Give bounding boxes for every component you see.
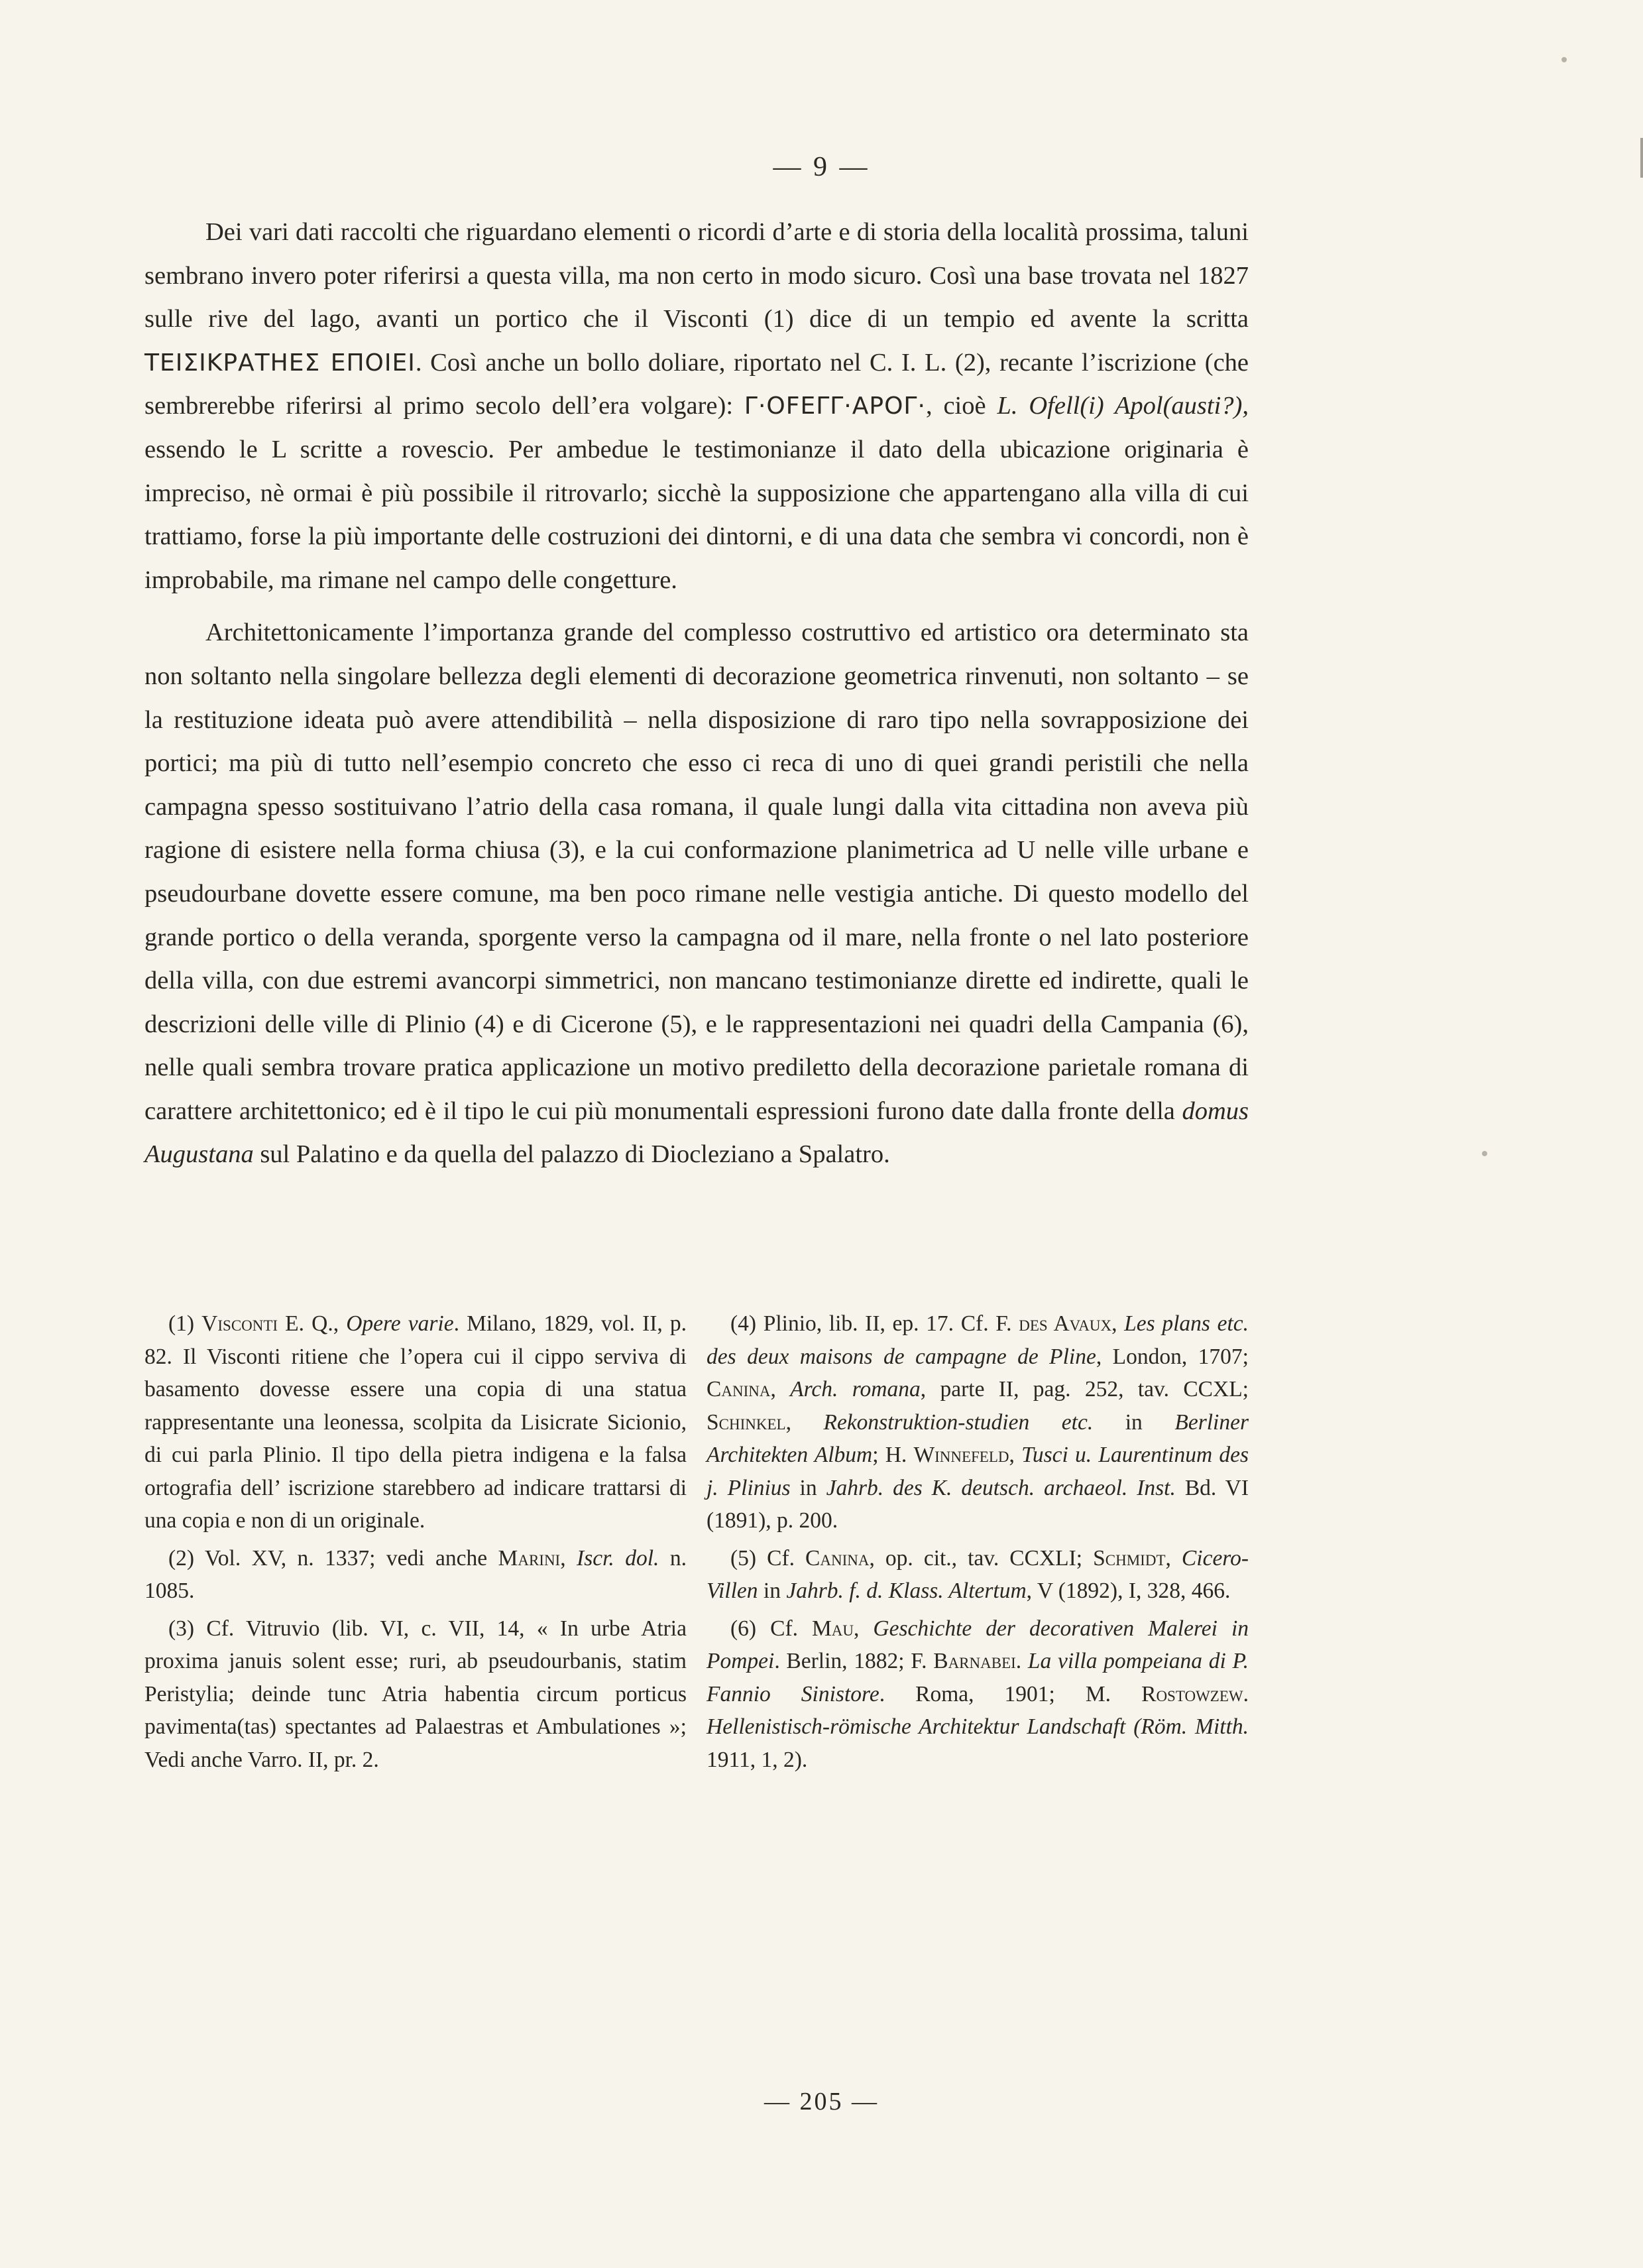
- text-run: , op. cit., tav. CCXLI;: [869, 1545, 1094, 1571]
- author-name: Schmidt: [1093, 1545, 1166, 1571]
- text-run: . Roma, 1901; M.: [879, 1681, 1142, 1706]
- text-run: , cioè: [925, 392, 997, 420]
- work-title: Cicero-Villen: [707, 1545, 1249, 1603]
- author-name: Marini: [498, 1545, 561, 1571]
- text-run: Cf.: [767, 1545, 806, 1571]
- text-run: ,: [1009, 1443, 1022, 1467]
- text-run: ; H.: [872, 1443, 914, 1467]
- greek-inscription: ΤΕΙΣΙΚΡΑΤΗΕΣ ΕΠΟΙΕΙ: [144, 349, 416, 377]
- italic-text: L. Ofell(i) Apol(austi?),: [997, 392, 1249, 420]
- text-run: in: [790, 1475, 826, 1500]
- footnote-4: [707, 1307, 1249, 1537]
- work-title: Arch. romana: [790, 1377, 921, 1402]
- author-name: Rostowzew: [1141, 1681, 1243, 1706]
- text-run: . Berlin, 1882; F.: [774, 1649, 934, 1673]
- italic-text: domus Augustana: [144, 1097, 1249, 1169]
- footnote-number: (4): [730, 1311, 764, 1336]
- footnote-5: [707, 1542, 1249, 1608]
- footnotes-left-column: [144, 1307, 687, 1781]
- author-name: Schinkel: [707, 1409, 786, 1435]
- text-run: . Milano, 1829, vol. II, p. 82. Il Visconti ritiene che l’opera cui il cippo serviva di basamento dovesse essere una copia di una statua rappresentante una leonessa, scolpita da Lisicrate Sicionio, di cui parla Plinio. Il tipo della pietra indigena e la falsa ortografia dell’ iscrizione starebbero ad indicare trattarsi di una copia e non di un originale.: [144, 1311, 687, 1533]
- footnote-3: (3) Cf. Vitruvio (lib. VI, c. VII, 14, « In urbe Atria proxima januis solent esse; ruri, ab pseudourbanis, statim Peristylia; deinde tunc Atria habentia circum porticus pavimenta(tas) spectantes ad Palaestras et Ambulationes »; Vedi anche Varro. II, pr. 2.: [144, 1616, 687, 1772]
- text-run: sul Palatino e da quella del palazzo di Diocleziano a Spalatro.: [253, 1140, 890, 1169]
- work-title: Tusci u. Laurentinum des j. Plinius: [707, 1443, 1249, 1500]
- work-title: La villa pompeiana di P. Fannio Sinistore: [707, 1649, 1249, 1706]
- paragraph-1: [144, 211, 1249, 602]
- text-run: ,: [854, 1616, 874, 1641]
- author-name: Visconti E. Q.: [201, 1311, 333, 1336]
- stamp-inscription: Γ·OFEΓΓ·APOΓ·: [744, 392, 926, 420]
- text-run: in: [1093, 1409, 1175, 1435]
- author-name: Mau: [812, 1616, 854, 1641]
- footnote-number: (1): [168, 1311, 202, 1336]
- text-run: ,: [785, 1409, 824, 1435]
- work-title: Jahrb. des K. deutsch. archaeol. Inst.: [826, 1475, 1176, 1500]
- author-name: Canina: [707, 1377, 771, 1402]
- text-run: Architettonicamente l’importanza grande del complesso costruttivo ed artistico ora determinato sta non soltanto nella singolare bellezza degli elementi di decorazione geometrica rinvenuti, non soltanto – se la restituzione ideata può avere attendibilità – nella disposizione di raro tipo nella sovrapposizione dei portici; ma più di tutto nell’esempio concreto che esso ci reca di uno di quei grandi peristili che nella campagna spesso sostituivano l’atrio della casa romana, il quale lungi dalla vita cittadina non aveva più ragione di esistere nella forma chiusa (3), e la cui conformazione planimetrica ad U nelle ville urbane e pseudourbane dovette essere comune, ma ben poco rimane nelle vestigia antiche. Di questo modello del grande portico o della veranda, sporgente verso la campagna od il mare, nella fronte o nel lato posteriore della villa, con due estremi avancorpi simmetrici, non mancano testimonianze dirette ed indirette, quali le descrizioni delle ville di Plinio (4) e di Cicerone (5), e le rappresentazioni nei quadri della Campania (6), nelle quali sembra trovare pratica applicazione un motivo prediletto della decorazione parietale romana di carattere architettonico; ed è il tipo le cui più monumentali espressioni furono date dalla fronte della: [144, 619, 1249, 1125]
- work-title: Jahrb. f. d. Klass. Altertum: [786, 1579, 1027, 1603]
- work-title: Rekonstruktion-studien etc.: [823, 1409, 1094, 1435]
- text-run: ,: [1165, 1545, 1182, 1571]
- work-title: Iscr. dol.: [577, 1545, 659, 1571]
- author-name: des Avaux: [1019, 1311, 1112, 1336]
- page-header: — 9 —: [773, 152, 870, 182]
- text-run: Plinio, lib. II, ep. 17. Cf. F.: [763, 1311, 1019, 1336]
- footnotes: [144, 1307, 1249, 1781]
- author-name: Canina: [805, 1545, 870, 1571]
- text-run: Vol. XV, n. 1337; vedi anche: [204, 1545, 498, 1571]
- text-run: ,: [1111, 1311, 1125, 1336]
- text-run: Bd. VI (1891), p. 200.: [707, 1475, 1249, 1533]
- text-run: , London, 1707;: [1096, 1344, 1249, 1369]
- author-name: Barnabei: [933, 1649, 1016, 1673]
- paper-speck: [1482, 1151, 1487, 1156]
- footnote-number: (5): [730, 1545, 767, 1571]
- text-run: ,: [770, 1377, 791, 1402]
- footnotes-right-column: [707, 1307, 1249, 1781]
- text-run: .: [1015, 1649, 1028, 1673]
- text-run: ,: [333, 1311, 347, 1336]
- work-title: Les plans etc. des deux maisons de campagne de Pline: [707, 1311, 1249, 1369]
- footnote-2: [144, 1542, 687, 1608]
- work-title: Hellenistisch-römische Architektur Landschaft (Röm. Mitth.: [707, 1714, 1249, 1739]
- paragraph-2: [144, 611, 1249, 1177]
- paper-speck: [1561, 57, 1567, 62]
- text-run: 1911, 1, 2).: [707, 1747, 808, 1772]
- text-run: .: [1243, 1681, 1249, 1706]
- text-run: ,: [560, 1545, 577, 1571]
- author-name: Winnefeld: [913, 1443, 1009, 1467]
- footnote-6: [707, 1612, 1249, 1777]
- footnote-number: (6): [730, 1616, 771, 1641]
- work-title: Geschichte der decorativen Malerei in Pompei: [707, 1616, 1249, 1673]
- work-title: Berliner Architekten Album: [707, 1409, 1249, 1467]
- body-text: [144, 211, 1249, 1177]
- footnote-1: [144, 1307, 687, 1537]
- text-run: Dei vari dati raccolti che riguardano elementi o ricordi d’arte e di storia della località prossima, taluni sembrano invero poter riferirsi a questa villa, ma non certo in modo sicuro. Così una base trovata nel 1827 sulle rive del lago, avanti un portico che il Visconti (1) dice di un tempio ed avente la scritta: [144, 218, 1249, 333]
- text-run: Cf.: [770, 1616, 812, 1641]
- text-run: in: [758, 1579, 787, 1603]
- page-footer: — 205 —: [764, 2088, 879, 2116]
- footnote-number: (2): [168, 1545, 205, 1571]
- text-run: , parte II, pag. 252, tav. CCXL;: [920, 1377, 1249, 1402]
- text-run: . Così anche un bollo doliare, riportato nel C. I. L. (2), recante l’iscrizione (che sembrerebbe riferirsi al primo secolo dell’era volgare):: [144, 348, 1249, 420]
- text-run: n. 1085.: [144, 1545, 687, 1603]
- work-title: Opere varie: [346, 1311, 454, 1336]
- text-run: , V (1892), I, 328, 466.: [1026, 1579, 1231, 1603]
- text-run: essendo le L scritte a rovescio. Per ambedue le testimonianze il dato della ubicazione originaria è impreciso, nè ormai è più possibile il ritrovarlo; sicchè la supposizione che appartengano alla villa di cui trattiamo, forse la più importante delle costruzioni dei dintorni, e di una data che sembra vi concordi, non è improbabile, ma rimane nel campo delle congetture.: [144, 435, 1249, 594]
